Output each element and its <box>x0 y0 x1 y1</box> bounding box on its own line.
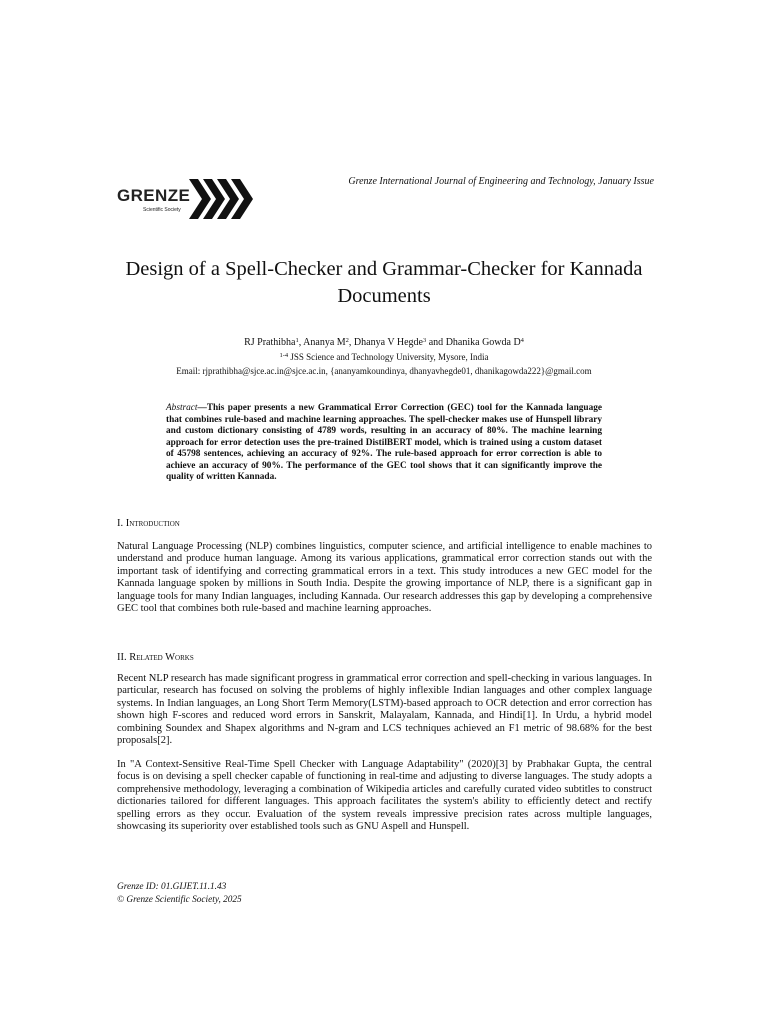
paper-title: Design of a Spell-Checker and Grammar-Checker for Kannada Documents <box>125 258 643 307</box>
logo-wordmark: GRENZE <box>117 186 191 205</box>
author-name: Dhanika Gowda D <box>445 337 521 348</box>
section-title: Related Works <box>129 652 194 663</box>
abstract-text: —This paper presents a new Grammatical Error Correction (GEC) tool for the Kannada language that combines rule-based and machine learning approaches. The spell-checker makes use of Hunspell library and custom dictionary consisting of 4789 words, resulting in an accuracy of 80%. The machine learning approach for error detection uses the pre-trained DistilBERT model, which is trained using a custom dataset of 45798 sentences, achieving an accuracy of 92%. The rule-based approach for error correction is able to achieve an accuracy of 90%. The performance of the GEC tool shows that it can significantly improve the quality of written Kannada. <box>166 403 602 482</box>
author-name: Dhanya V Hegde <box>353 337 423 348</box>
section-heading-related-works <box>117 652 194 663</box>
section-title: Introduction <box>125 518 180 529</box>
author-name: RJ Prathibha <box>244 337 296 348</box>
grenze-logo <box>117 177 263 221</box>
author-affiliation-mark: 3 <box>422 337 427 344</box>
section-heading-introduction <box>117 518 180 529</box>
section-number: I. <box>117 518 126 529</box>
copyright-notice: © Grenze Scientific Society, 2025 <box>117 895 242 905</box>
logo-tagline: Scientific Society <box>143 207 181 213</box>
author-affiliation-mark: 4 <box>520 337 524 344</box>
related-works-paragraph: In "A Context-Sensitive Real-Time Spell Checker with Language Adaptability" (2020)[3] by Prabhakar Gupta, the central focus is on devising a spell checker capable of functioning in real-time and adjusting to diverse languages. The study adopts a comprehensive methodology, leveraging a combination of Wikipedia articles and carefully curated video subtitles to construct dictionaries tailored for different languages. This approach facilitates the system's ability to efficiently detect and rectify spelling errors as they occur. Evaluation of the system reveals impressive precision rates across multiple languages, showcasing its superiority over established tools such as GNU Aspell and Hunspell. <box>117 759 652 833</box>
affiliation-text: JSS Science and Technology University, Mysore, India <box>288 352 489 362</box>
author-separator: and <box>426 337 446 348</box>
section-number: II. <box>117 652 130 663</box>
related-works-paragraph: Recent NLP research has made significant progress in grammatical error correction and spell-checking in various languages. In particular, research has focused on solving the problems of highly inflexible Indian languages and other complex language systems. In Indian languages, an Long Short Term Memory(LSTM)-based approach to OCR detection and error correction has shown high F-scores and reduced word errors in Sanskrit, Malayalam, Kannada, and Hindi[1]. In Urdu, a hybrid model combining Soundex and Shapex algorithms and N-gram and LCS techniques achieved an F1 metric of 98.68% for the best proposals[2]. <box>117 673 652 747</box>
author-affiliation-mark: 1 <box>295 337 299 344</box>
author-name: Ananya M <box>303 337 346 348</box>
abstract-label: Abstract <box>166 403 198 413</box>
author-separator: , <box>348 337 354 348</box>
introduction-paragraph: Natural Language Processing (NLP) combines linguistics, computer science, and artificial intelligence to enable machines to understand and produce human language. Among its various applications, grammatical error correction stands out with the important task of identifying and correcting grammatical errors in a text. This study introduces a new GEC model for the Kannada language spoken by millions in South India. Despite the growing importance of NLP, there is a significant gap in language tools for many Indian languages, including Kannada. Our research addresses this gap by developing a comprehensive GEC tool that combines both rule-based and machine learning approaches. <box>117 541 652 615</box>
journal-name: Grenze International Journal of Engineering and Technology, January Issue <box>348 176 654 187</box>
affiliation <box>100 352 668 362</box>
abstract <box>166 403 602 484</box>
author-separator: , <box>298 337 304 348</box>
author-affiliation-mark: 2 <box>345 337 349 344</box>
author-list <box>100 337 668 348</box>
affiliation-mark: 1-4 <box>279 352 289 359</box>
grenze-id: Grenze ID: 01.GIJET.11.1.43 <box>117 882 227 892</box>
chevrons-icon <box>189 177 261 221</box>
author-emails: Email: rjprathibha@sjce.ac.in@sjce.ac.in, {ananyamkoundinya, dhanyavhegde01, dhanikagowda222}@gmail.com <box>176 366 592 376</box>
